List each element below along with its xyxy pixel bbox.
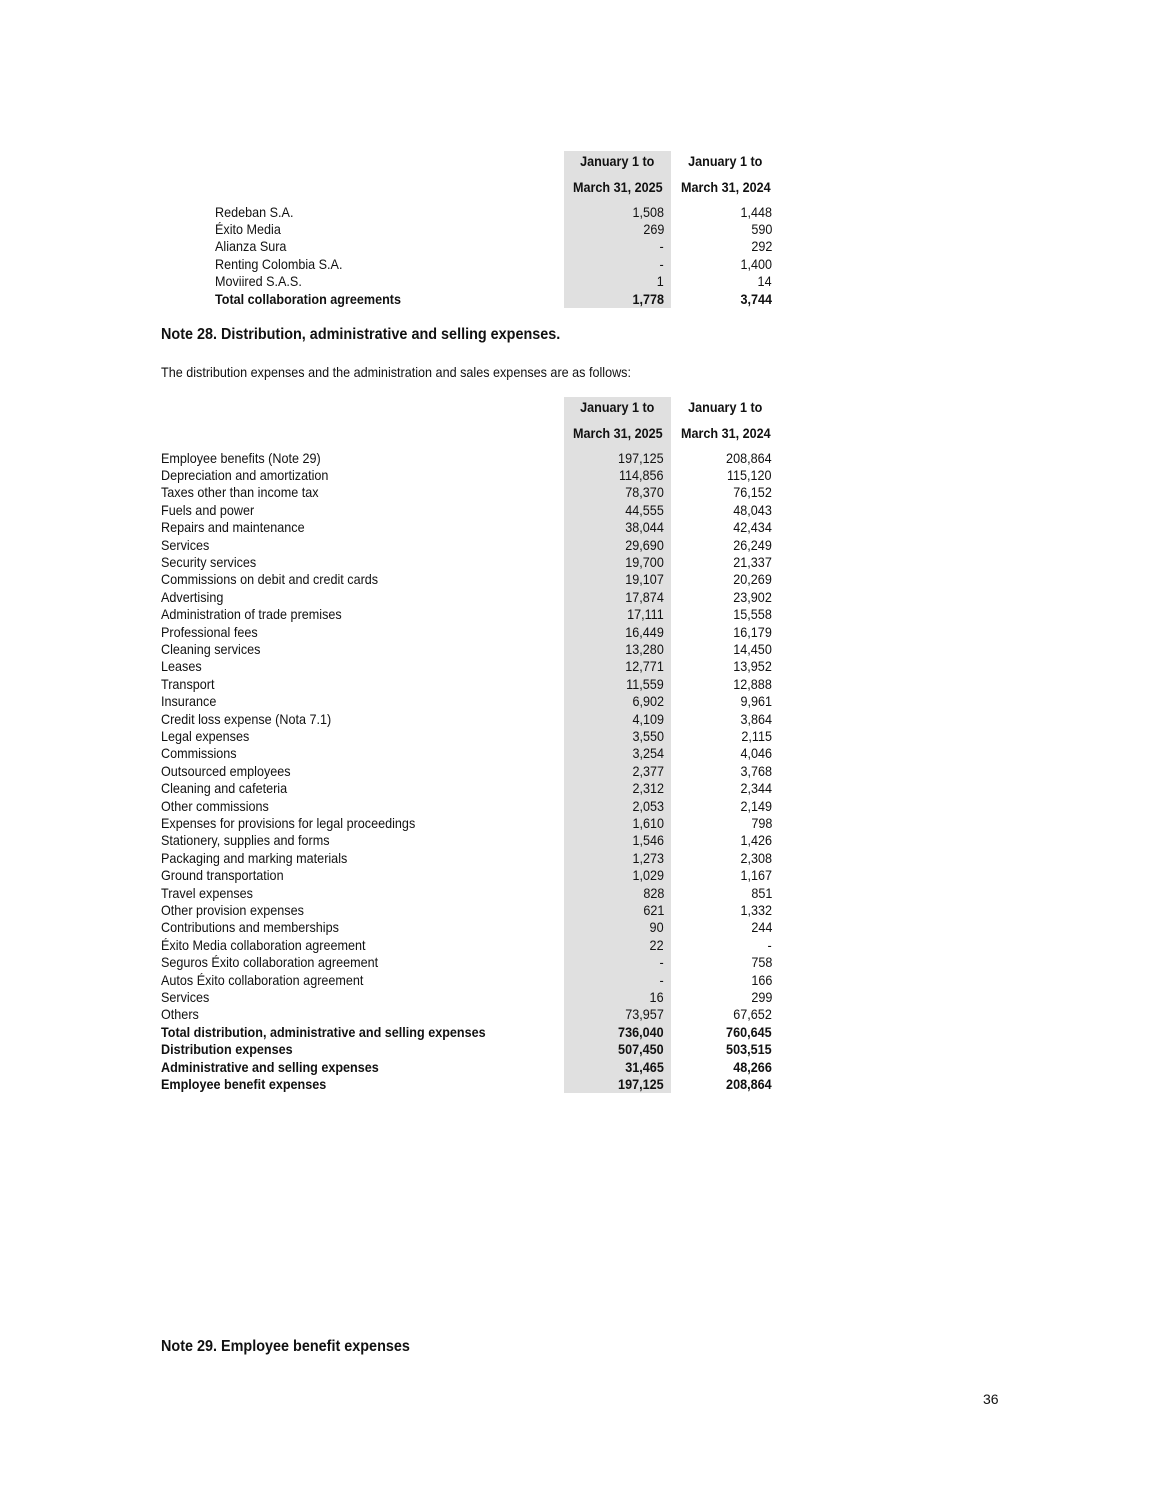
table2-row bbox=[161, 658, 561, 675]
value-2024-text: 42,434 bbox=[733, 519, 772, 536]
value-2024 bbox=[672, 484, 772, 501]
value-2024-text: 9,961 bbox=[740, 693, 772, 710]
value-2025 bbox=[564, 1059, 664, 1076]
value-2025-text: 1,778 bbox=[632, 290, 664, 307]
value-2024 bbox=[672, 450, 772, 467]
table1-header-col1-line1: January 1 to bbox=[580, 153, 655, 169]
table1-header-col2-line1: January 1 to bbox=[688, 153, 763, 169]
value-2025 bbox=[564, 693, 664, 710]
value-2025 bbox=[564, 954, 664, 971]
value-2025-text: 17,874 bbox=[625, 588, 664, 605]
value-2024 bbox=[672, 1024, 772, 1041]
value-2024 bbox=[672, 954, 772, 971]
table2-row bbox=[161, 972, 561, 989]
value-2025 bbox=[564, 1006, 664, 1023]
value-2025 bbox=[564, 728, 664, 745]
value-2025 bbox=[564, 711, 664, 728]
value-2025 bbox=[564, 676, 664, 693]
value-2025-text: - bbox=[659, 238, 664, 255]
value-2025-text: 3,550 bbox=[632, 727, 664, 744]
value-2025-text: 4,109 bbox=[632, 710, 664, 727]
table1-row bbox=[215, 221, 615, 238]
table2-row bbox=[161, 1006, 561, 1023]
value-2024 bbox=[672, 256, 772, 273]
value-2024 bbox=[672, 502, 772, 519]
table2-row bbox=[161, 1041, 561, 1058]
row-label: Other commissions bbox=[161, 797, 269, 814]
value-2025 bbox=[564, 554, 664, 571]
value-2024-text: 166 bbox=[750, 971, 772, 988]
row-label: Expenses for provisions for legal proceedings bbox=[161, 814, 416, 831]
value-2024-text: 503,515 bbox=[726, 1041, 772, 1058]
value-2024 bbox=[672, 291, 772, 308]
value-2025-text: 2,377 bbox=[632, 762, 664, 779]
value-2025-text: 12,771 bbox=[625, 658, 664, 675]
value-2024 bbox=[672, 1059, 772, 1076]
value-2024-text: 2,344 bbox=[740, 780, 772, 797]
value-2025-text: 29,690 bbox=[625, 536, 664, 553]
value-2025-text: 736,040 bbox=[618, 1023, 664, 1040]
value-2024-text: 48,043 bbox=[733, 501, 772, 518]
value-2025 bbox=[564, 589, 664, 606]
value-2025 bbox=[564, 484, 664, 501]
value-2025 bbox=[564, 221, 664, 238]
value-2024-text: 20,269 bbox=[733, 571, 772, 588]
value-2025 bbox=[564, 832, 664, 849]
row-label: Services bbox=[161, 988, 210, 1005]
value-2024-text: 1,426 bbox=[740, 832, 772, 849]
value-2024 bbox=[672, 780, 772, 797]
value-2025-text: 78,370 bbox=[625, 484, 664, 501]
value-2024 bbox=[672, 641, 772, 658]
value-2025 bbox=[564, 238, 664, 255]
table2-row bbox=[161, 519, 561, 536]
value-2025 bbox=[564, 780, 664, 797]
value-2024-text: 3,768 bbox=[740, 762, 772, 779]
value-2025-text: 507,450 bbox=[618, 1041, 664, 1058]
value-2024 bbox=[672, 589, 772, 606]
value-2024 bbox=[672, 238, 772, 255]
value-2025-text: 197,125 bbox=[618, 449, 664, 466]
value-2024-text: 15,558 bbox=[733, 606, 772, 623]
row-label: Other provision expenses bbox=[161, 901, 304, 918]
value-2024-text: 758 bbox=[750, 954, 772, 971]
value-2024-text: 76,152 bbox=[733, 484, 772, 501]
value-2024 bbox=[672, 693, 772, 710]
row-label: Cleaning and cafeteria bbox=[161, 780, 288, 797]
row-label: Insurance bbox=[161, 693, 217, 710]
page-number: 36 bbox=[983, 1391, 999, 1407]
value-2025-text: 6,902 bbox=[632, 693, 664, 710]
note29-title: Note 29. Employee benefit expenses bbox=[161, 1338, 410, 1355]
value-2024-text: 299 bbox=[750, 988, 772, 1005]
value-2024 bbox=[672, 989, 772, 1006]
table2-header-col1-line2: March 31, 2025 bbox=[572, 425, 663, 441]
value-2024-text: 760,645 bbox=[726, 1023, 772, 1040]
value-2024 bbox=[672, 537, 772, 554]
table2-row bbox=[161, 693, 561, 710]
value-2025 bbox=[564, 972, 664, 989]
value-2024-text: 208,864 bbox=[726, 449, 772, 466]
value-2024-text: 1,400 bbox=[740, 255, 772, 272]
value-2024-text: 14 bbox=[757, 273, 772, 290]
value-2025-text: 44,555 bbox=[625, 501, 664, 518]
value-2025 bbox=[564, 537, 664, 554]
table2-row bbox=[161, 867, 561, 884]
value-2024 bbox=[672, 798, 772, 815]
table1-header-col1-line2: March 31, 2025 bbox=[572, 179, 663, 195]
value-2024 bbox=[672, 867, 772, 884]
value-2025 bbox=[564, 450, 664, 467]
row-label: Taxes other than income tax bbox=[161, 484, 319, 501]
row-label: Packaging and marking materials bbox=[161, 849, 348, 866]
value-2025-text: 3,254 bbox=[632, 745, 664, 762]
table2-row bbox=[161, 885, 561, 902]
value-2024-text: 4,046 bbox=[740, 745, 772, 762]
value-2024-text: - bbox=[767, 936, 772, 953]
value-2024 bbox=[672, 1006, 772, 1023]
value-2024-text: 1,332 bbox=[740, 901, 772, 918]
row-label: Alianza Sura bbox=[215, 238, 287, 255]
value-2025 bbox=[564, 902, 664, 919]
table2-header-col2-line2: March 31, 2024 bbox=[680, 425, 771, 441]
value-2024-text: 292 bbox=[750, 238, 772, 255]
value-2025-text: 19,700 bbox=[625, 553, 664, 570]
value-2025 bbox=[564, 273, 664, 290]
table2-row bbox=[161, 763, 561, 780]
table2-row bbox=[161, 537, 561, 554]
table2-row bbox=[161, 450, 561, 467]
table2-row bbox=[161, 1059, 561, 1076]
value-2025 bbox=[564, 815, 664, 832]
value-2025-text: 1,508 bbox=[632, 203, 664, 220]
table2-row bbox=[161, 832, 561, 849]
value-2025-text: - bbox=[659, 971, 664, 988]
table2-row bbox=[161, 745, 561, 762]
value-2024 bbox=[672, 606, 772, 623]
value-2024 bbox=[672, 1041, 772, 1058]
value-2025 bbox=[564, 1076, 664, 1093]
row-label: Renting Colombia S.A. bbox=[215, 255, 343, 272]
value-2024 bbox=[672, 624, 772, 641]
table2-row bbox=[161, 902, 561, 919]
value-2025 bbox=[564, 291, 664, 308]
value-2025-text: 197,125 bbox=[618, 1075, 664, 1092]
table2-row bbox=[161, 1076, 561, 1093]
value-2025 bbox=[564, 606, 664, 623]
value-2024 bbox=[672, 676, 772, 693]
value-2025-text: 2,312 bbox=[632, 780, 664, 797]
value-2025-text: 90 bbox=[649, 919, 664, 936]
value-2024-text: 798 bbox=[750, 814, 772, 831]
value-2025 bbox=[564, 798, 664, 815]
value-2025-text: 38,044 bbox=[625, 519, 664, 536]
value-2024 bbox=[672, 571, 772, 588]
row-label: Leases bbox=[161, 658, 202, 675]
value-2024 bbox=[672, 519, 772, 536]
value-2024-text: 2,149 bbox=[740, 797, 772, 814]
value-2024 bbox=[672, 937, 772, 954]
row-label: Cleaning services bbox=[161, 640, 261, 657]
value-2024 bbox=[672, 745, 772, 762]
value-2024 bbox=[672, 919, 772, 936]
row-label: Administrative and selling expenses bbox=[161, 1058, 379, 1075]
value-2025-text: 1,029 bbox=[632, 867, 664, 884]
value-2025 bbox=[564, 204, 664, 221]
table2-row bbox=[161, 989, 561, 1006]
row-label: Ground transportation bbox=[161, 867, 284, 884]
table2-row bbox=[161, 484, 561, 501]
value-2024-text: 1,167 bbox=[740, 867, 772, 884]
value-2025-text: 1 bbox=[656, 273, 664, 290]
value-2025-text: 828 bbox=[642, 884, 664, 901]
table1-row bbox=[215, 273, 615, 290]
value-2025-text: 73,957 bbox=[625, 1006, 664, 1023]
value-2025-text: 13,280 bbox=[625, 640, 664, 657]
value-2024-text: 3,744 bbox=[740, 290, 772, 307]
table2-row bbox=[161, 798, 561, 815]
value-2024-text: 26,249 bbox=[733, 536, 772, 553]
value-2024-text: 21,337 bbox=[733, 553, 772, 570]
table2-row bbox=[161, 571, 561, 588]
table2-row bbox=[161, 589, 561, 606]
value-2025-text: 22 bbox=[649, 936, 664, 953]
value-2025 bbox=[564, 502, 664, 519]
row-label: Distribution expenses bbox=[161, 1041, 293, 1058]
value-2025 bbox=[564, 1041, 664, 1058]
value-2024-text: 14,450 bbox=[733, 640, 772, 657]
table2-row bbox=[161, 676, 561, 693]
note28-intro: The distribution expenses and the administration and sales expenses are as follows: bbox=[161, 364, 631, 380]
value-2025 bbox=[564, 745, 664, 762]
table1-row bbox=[215, 256, 615, 273]
table2-row bbox=[161, 606, 561, 623]
value-2025 bbox=[564, 919, 664, 936]
value-2025 bbox=[564, 641, 664, 658]
table2-row bbox=[161, 954, 561, 971]
value-2025-text: 16,449 bbox=[625, 623, 664, 640]
value-2024-text: 2,308 bbox=[740, 849, 772, 866]
table2-header-col1-line1: January 1 to bbox=[580, 399, 655, 415]
row-label: Éxito Media bbox=[215, 220, 281, 237]
row-label: Professional fees bbox=[161, 623, 258, 640]
value-2024 bbox=[672, 832, 772, 849]
value-2025 bbox=[564, 937, 664, 954]
value-2025 bbox=[564, 658, 664, 675]
value-2024-text: 851 bbox=[750, 884, 772, 901]
value-2024-text: 115,120 bbox=[727, 466, 772, 483]
row-label: Redeban S.A. bbox=[215, 203, 294, 220]
table2-row bbox=[161, 728, 561, 745]
value-2024 bbox=[672, 902, 772, 919]
value-2024 bbox=[672, 763, 772, 780]
table2-row bbox=[161, 554, 561, 571]
value-2025-text: - bbox=[659, 954, 664, 971]
value-2024-text: 16,179 bbox=[733, 623, 772, 640]
value-2024 bbox=[672, 711, 772, 728]
table1-row bbox=[215, 204, 615, 221]
value-2024 bbox=[672, 221, 772, 238]
table2-row bbox=[161, 1024, 561, 1041]
value-2024-text: 48,266 bbox=[733, 1058, 772, 1075]
value-2025 bbox=[564, 1024, 664, 1041]
value-2025-text: 269 bbox=[642, 220, 664, 237]
value-2025-text: 31,465 bbox=[625, 1058, 664, 1075]
row-label: Seguros Éxito collaboration agreement bbox=[161, 954, 379, 971]
value-2024 bbox=[672, 467, 772, 484]
row-label: Total distribution, administrative and selling expenses bbox=[161, 1023, 486, 1040]
row-label: Outsourced employees bbox=[161, 762, 291, 779]
value-2025 bbox=[564, 989, 664, 1006]
value-2025 bbox=[564, 519, 664, 536]
value-2025-text: 17,111 bbox=[627, 606, 664, 623]
value-2024-text: 590 bbox=[750, 220, 772, 237]
value-2024-text: 208,864 bbox=[726, 1075, 772, 1092]
row-label: Contributions and memberships bbox=[161, 919, 339, 936]
table2-row bbox=[161, 780, 561, 797]
value-2024 bbox=[672, 885, 772, 902]
row-label: Commissions on debit and credit cards bbox=[161, 571, 379, 588]
table2-row bbox=[161, 641, 561, 658]
value-2024-text: 13,952 bbox=[733, 658, 772, 675]
value-2024 bbox=[672, 972, 772, 989]
value-2024 bbox=[672, 658, 772, 675]
row-label: Fuels and power bbox=[161, 501, 255, 518]
value-2025-text: 621 bbox=[642, 901, 664, 918]
value-2025-text: 1,546 bbox=[632, 832, 664, 849]
value-2024 bbox=[672, 728, 772, 745]
row-label: Autos Éxito collaboration agreement bbox=[161, 971, 364, 988]
value-2025-text: 16 bbox=[649, 988, 664, 1005]
row-label: Depreciation and amortization bbox=[161, 466, 329, 483]
row-label: Legal expenses bbox=[161, 727, 250, 744]
value-2024 bbox=[672, 204, 772, 221]
row-label: Éxito Media collaboration agreement bbox=[161, 936, 366, 953]
value-2024 bbox=[672, 554, 772, 571]
table2-header-col2-line1: January 1 to bbox=[688, 399, 763, 415]
value-2025 bbox=[564, 571, 664, 588]
value-2024 bbox=[672, 1076, 772, 1093]
table2-row bbox=[161, 937, 561, 954]
table2-row bbox=[161, 919, 561, 936]
table1-row bbox=[215, 238, 615, 255]
value-2025 bbox=[564, 256, 664, 273]
row-label: Moviired S.A.S. bbox=[215, 273, 302, 290]
value-2024-text: 2,115 bbox=[741, 727, 772, 744]
value-2024 bbox=[672, 273, 772, 290]
value-2025 bbox=[564, 763, 664, 780]
value-2024-text: 12,888 bbox=[733, 675, 772, 692]
row-label: Stationery, supplies and forms bbox=[161, 832, 330, 849]
table2-row bbox=[161, 624, 561, 641]
value-2024-text: 3,864 bbox=[740, 710, 772, 727]
value-2024 bbox=[672, 850, 772, 867]
table1-row bbox=[215, 291, 615, 308]
value-2025-text: 1,273 bbox=[632, 849, 664, 866]
value-2024 bbox=[672, 815, 772, 832]
row-label: Total collaboration agreements bbox=[215, 290, 402, 307]
table1-header-col2-line2: March 31, 2024 bbox=[680, 179, 771, 195]
value-2025 bbox=[564, 867, 664, 884]
row-label: Transport bbox=[161, 675, 215, 692]
table2-row bbox=[161, 850, 561, 867]
value-2024-text: 67,652 bbox=[733, 1006, 772, 1023]
table2-row bbox=[161, 502, 561, 519]
table2-row bbox=[161, 467, 561, 484]
value-2025-text: 11,559 bbox=[626, 675, 664, 692]
value-2025 bbox=[564, 885, 664, 902]
note28-title: Note 28. Distribution, administrative and selling expenses. bbox=[161, 326, 561, 343]
row-label: Commissions bbox=[161, 745, 237, 762]
value-2024-text: 23,902 bbox=[733, 588, 772, 605]
row-label: Others bbox=[161, 1006, 199, 1023]
row-label: Administration of trade premises bbox=[161, 606, 342, 623]
table2-row bbox=[161, 711, 561, 728]
row-label: Employee benefit expenses bbox=[161, 1075, 327, 1092]
row-label: Travel expenses bbox=[161, 884, 253, 901]
value-2025-text: 114,856 bbox=[619, 466, 664, 483]
row-label: Credit loss expense (Nota 7.1) bbox=[161, 710, 332, 727]
row-label: Repairs and maintenance bbox=[161, 519, 305, 536]
value-2025 bbox=[564, 624, 664, 641]
value-2025 bbox=[564, 467, 664, 484]
row-label: Services bbox=[161, 536, 210, 553]
value-2025-text: - bbox=[659, 255, 664, 272]
value-2025-text: 19,107 bbox=[625, 571, 664, 588]
value-2025-text: 1,610 bbox=[632, 814, 664, 831]
value-2025-text: 2,053 bbox=[632, 797, 664, 814]
table2-row bbox=[161, 815, 561, 832]
value-2024-text: 244 bbox=[750, 919, 772, 936]
value-2025 bbox=[564, 850, 664, 867]
row-label: Security services bbox=[161, 553, 257, 570]
row-label: Employee benefits (Note 29) bbox=[161, 449, 321, 466]
value-2024-text: 1,448 bbox=[740, 203, 772, 220]
row-label: Advertising bbox=[161, 588, 224, 605]
